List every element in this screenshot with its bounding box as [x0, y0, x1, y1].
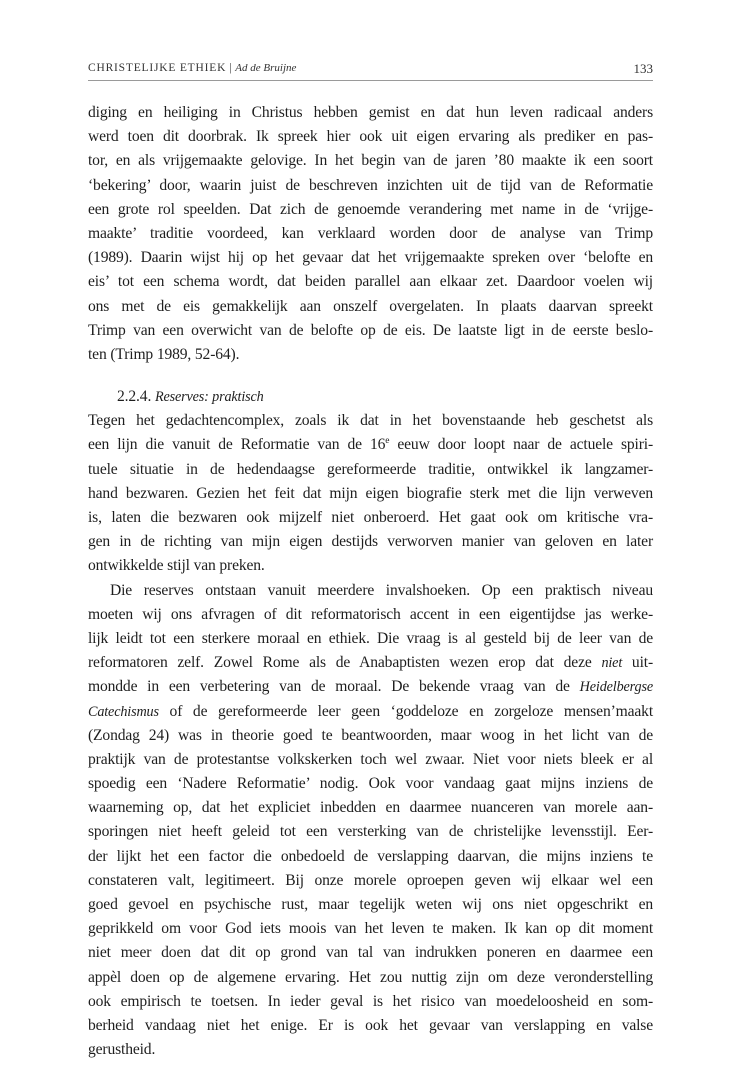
- text-run: ons met de eis gemakkelijk aan onszelf overgelaten. In plaats daarvan spreekt: [88, 297, 653, 315]
- paragraph-line: [88, 917, 653, 941]
- paragraph-line: [88, 724, 653, 748]
- body-text: [88, 101, 653, 1062]
- paragraph-line: [88, 675, 653, 699]
- text-run: Die reserves ontstaan vanuit meerdere invalshoeken. Op een praktisch niveau: [110, 581, 653, 599]
- paragraph-line: [88, 174, 653, 198]
- text-run: uit-: [622, 654, 653, 672]
- running-title: [88, 62, 296, 74]
- text-run: werd toen dit doorbrak. Ik spreek hier ook uit eigen ervaring als prediker en pas-: [88, 128, 653, 146]
- paragraph-line: [88, 270, 653, 294]
- text-run: eis’ tot een schema wordt, dat beiden parallel aan elkaar zet. Daardoor voelen wij: [88, 273, 653, 291]
- text-run: berheid vandaag niet het enige. Er is ook het gevaar van verslapping en valse: [88, 1016, 653, 1034]
- paragraph-line: [88, 482, 653, 506]
- paragraph-line: [88, 700, 653, 724]
- text-run: gerustheid.: [88, 1041, 156, 1059]
- text-run: Trimp van een overwicht van de belofte op de eis. De laatste ligt in de eerste beslo-: [88, 321, 653, 339]
- text-run: 2.2.4.: [117, 388, 155, 406]
- text-run: lijk leidt tot een sterkere moraal en ethiek. Die vraag is al gesteld bij de leer van de: [88, 629, 653, 647]
- paragraph-line: [88, 820, 653, 844]
- text-run: waarneming op, dat het expliciet inbedden en daarmee nuanceren van morele aan-: [88, 799, 653, 817]
- paragraph-line: [88, 409, 653, 433]
- text-run: tor, en als vrijgemaakte gelovige. In het begin van de jaren ’80 maakte ik een soort: [88, 152, 653, 170]
- text-run: hand bezwaren. Gezien het feit dat mijn eigen biografie sterk met die lijn verweven: [88, 484, 653, 502]
- paragraph-line: [88, 295, 653, 319]
- text-run: der lijkt het een factor die onbedoeld de verslapping daarvan, die mijns inziens te: [88, 847, 653, 865]
- paragraph-line: [88, 125, 653, 149]
- text-run: mondde in een verbetering van de moraal. De bekende vraag van de: [88, 678, 580, 696]
- paragraph-line: [88, 433, 653, 457]
- text-run: eeuw door loopt naar de actuele spiri-: [389, 436, 654, 454]
- section-heading: [88, 385, 653, 409]
- text-run: ‘bekering’ door, waarin juist de beschreven inzichten uit de tijd van de Reformatie: [88, 176, 653, 194]
- paragraph-line: [88, 458, 653, 482]
- header-separator: |: [229, 62, 233, 74]
- paragraph-line: [88, 319, 653, 343]
- text-run: tuele situatie in de hedendaagse gereformeerde traditie, ontwikkel ik langzamer-: [88, 460, 653, 478]
- italic-text: Heidelbergse: [579, 679, 653, 696]
- text-run: ontwikkelde stijl van preken.: [88, 557, 265, 575]
- book-title: CHRISTELIJKE ETHIEK: [88, 62, 227, 74]
- paragraph-line: [88, 1014, 653, 1038]
- paragraph-line: [88, 627, 653, 651]
- paragraph-line: [88, 990, 653, 1014]
- page-number: 133: [633, 61, 653, 76]
- italic-text: Reserves: praktisch: [154, 389, 264, 406]
- paragraph-line: [88, 579, 653, 603]
- paragraph-line: [88, 530, 653, 554]
- text-run: Tegen het gedachtencomplex, zoals ik dat in het bovenstaande heb geschetst als: [88, 412, 653, 430]
- paragraph-line: [88, 101, 653, 125]
- paragraph-line: [88, 772, 653, 796]
- text-run: ten (Trimp 1989, 52-64).: [88, 345, 240, 363]
- text-run: praktijk van de protestantse volkskerken toch wel zwaar. Niet voor niets bleek er al: [88, 750, 653, 768]
- running-header: [88, 60, 653, 81]
- paragraph-line: [88, 651, 653, 675]
- text-run: moeten wij ons afvragen of dit reformatorisch accent in een eigentijdse jas werke-: [88, 605, 653, 623]
- paragraph-line: [88, 869, 653, 893]
- text-run: sporingen niet heeft geleid tot een versterking van de christelijke levensstijl. Eer-: [88, 823, 653, 841]
- paragraph-line: [88, 1038, 653, 1062]
- author-name: Ad de Bruijne: [235, 62, 297, 74]
- text-run: (1989). Daarin wijst hij op het gevaar dat het vrijgemaakte spreken over ‘belofte en: [88, 249, 653, 267]
- paragraph-line: [88, 796, 653, 820]
- text-run: reformatoren zelf. Zowel Rome als de Anabaptisten wezen erop dat deze: [88, 654, 602, 672]
- paragraph-line: [88, 198, 653, 222]
- text-run: niet meer doen dat dit op grond van tal van indrukken poneren en daarmee een: [88, 944, 653, 962]
- paragraph-line: [88, 845, 653, 869]
- paragraph-line: [88, 893, 653, 917]
- paragraph-line: [88, 554, 653, 578]
- paragraph-line: [88, 603, 653, 627]
- text-run: spoedig een ‘Nadere Reformatie’ nodig. Ook voor vandaag gaat mijns inziens de: [88, 775, 653, 793]
- paragraph-line: [88, 246, 653, 270]
- text-run: gen in de richting van mijn eigen destijds verworven manier van geloven en later: [88, 533, 653, 551]
- text-run: diging en heiliging in Christus hebben gemist en dat hun leven radicaal anders: [88, 104, 653, 121]
- text-run: goed gevoel en psychische rust, maar tegelijk weten wij ons niet opgeschrikt en: [88, 896, 653, 913]
- text-run: (Zondag 24) was in theorie goed te beantwoorden, maar woog in het licht van de: [88, 726, 653, 744]
- text-run: of de gereformeerde leer geen ‘goddeloze en zorgeloze mensen’maakt: [158, 702, 653, 720]
- paragraph-line: [88, 506, 653, 530]
- italic-text: niet: [601, 655, 623, 672]
- text-run: appèl doen op de algemene ervaring. Het zou nuttig zijn om deze veronderstelling: [88, 968, 653, 986]
- text-run: maakte’ traditie voordeed, kan verklaard worden door de analyse van Trimp: [88, 224, 653, 242]
- text-run: een lijn die vanuit de Reformatie van de 16: [88, 436, 386, 454]
- text-run: geprikkeld om voor God iets moois van het leven te maken. Ik kan op dit moment: [88, 920, 653, 938]
- paragraph-line: [88, 748, 653, 772]
- superscript: e: [385, 436, 390, 447]
- paragraph-line: [88, 941, 653, 965]
- paragraph-line: [88, 222, 653, 246]
- paragraph-line: [88, 966, 653, 990]
- italic-text: Catechismus: [88, 703, 159, 720]
- text-run: ook empirisch te toetsen. In ieder geval is het risico van moedeloosheid en som-: [88, 992, 653, 1010]
- paragraph-line: [88, 149, 653, 173]
- text-run: constateren valt, legitimeert. Bij onze morele oproepen geven wij elkaar wel een: [88, 871, 653, 889]
- text-run: is, laten die bezwaren ook mijzelf niet onberoerd. Het gaat ook om kritische vra-: [88, 509, 653, 526]
- text-run: een grote rol speelden. Dat zich de genoemde verandering met name in de ‘vrijge-: [88, 200, 653, 218]
- paragraph-line: [88, 343, 653, 367]
